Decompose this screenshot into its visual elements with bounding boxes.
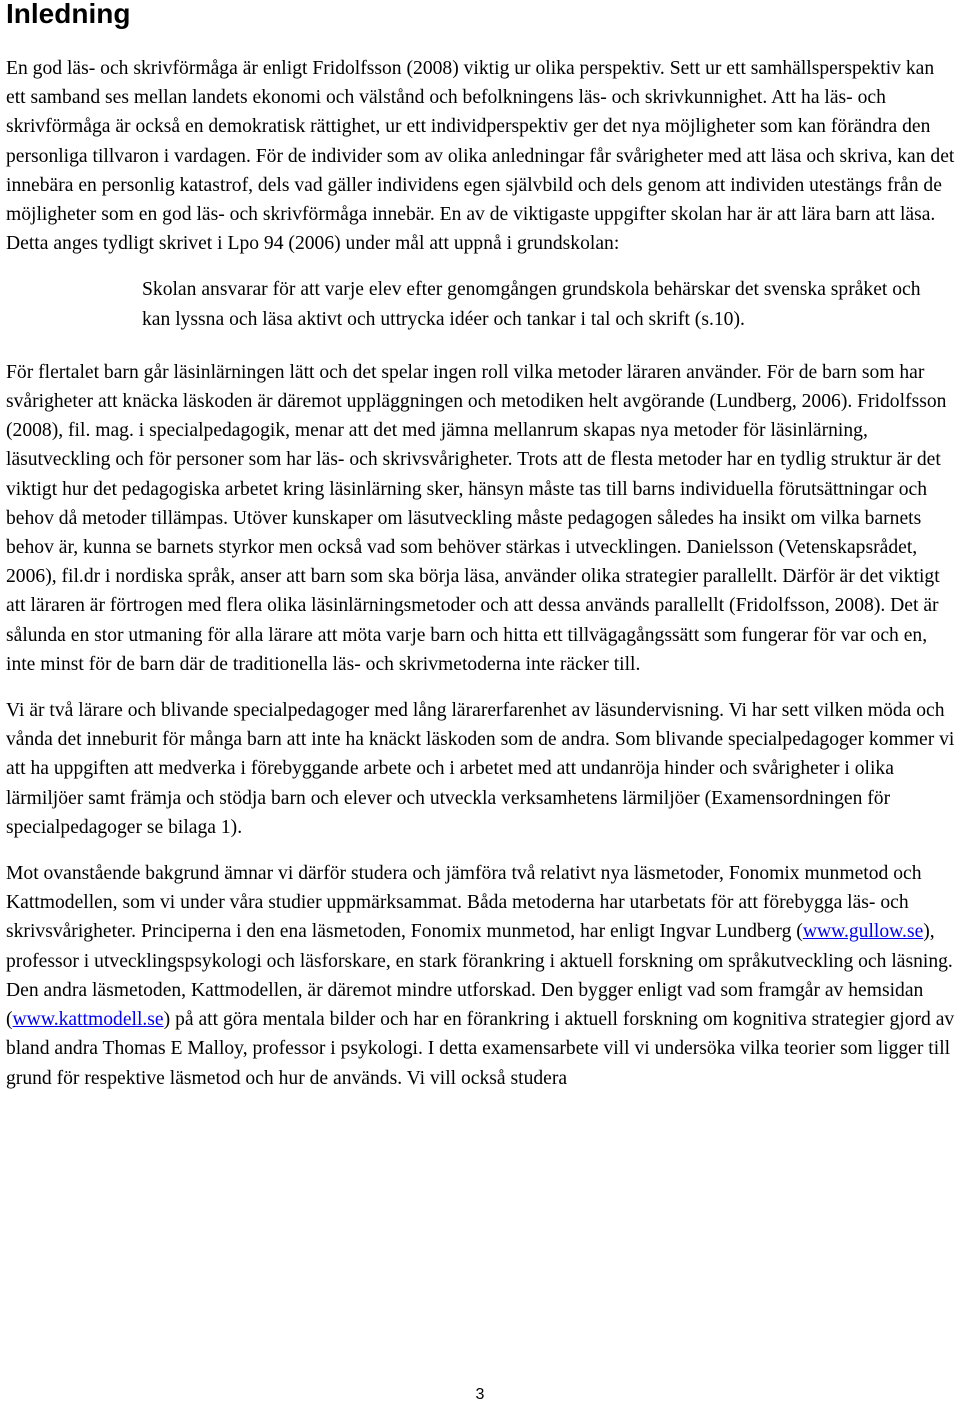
link-kattmodell[interactable]: www.kattmodell.se [12, 1009, 164, 1031]
paragraph-3: Vi är två lärare och blivande specialpedagoger med lång lärarerfarenhet av läsundervisning. Vi har sett vilken möda och vånda det inneburit för många barn att inte ha knäckt läskoden som de andra. Som blivande specialpedagoger kommer vi att ha uppgiften att medverka i förebyggande arbete och i arbetet med att undanröja hinder och svårigheter i olika lärmiljöer samt främja och stödja barn och elever och utveckla verksamhetens lärmiljöer (Examensordningen för specialpedagoger se bilaga 1). [6, 700, 955, 838]
paragraph-4-text-b: ), professor i utvecklingspsykologi och läsforskare, en stark förankring i aktuell forskning om språkutveckling och läsning. Den andra läsmetoden, Kattmodellen, är däremot mindre utforskad. Den bygger enligt vad som framgår av hemsidan ( [6, 921, 953, 1031]
paragraph-4-text-a: Mot ovanstående bakgrund ämnar vi därför studera och jämföra två relativt nya läsmetoder, Fonomix munmetod och Kattmodellen, som vi under våra studier uppmärksammat. Båda metoderna har utarbetats för att förebygga läs- och skrivsvårigheter. Principerna i den ena läsmetoden, Fonomix munmetod, har enligt Ingvar Lundberg ( [6, 863, 922, 943]
section-heading: Inledning [6, 0, 131, 29]
paragraph-1: En god läs- och skrivförmåga är enligt Fridolfsson (2008) viktig ur olika perspektiv. Sett ur ett samhällsperspektiv kan ett samband ses mellan landets ekonomi och välstånd och befolkningens läs- och skrivkunnighet. Att ha läs- och skrivförmåga är också en demokratisk rättighet, ur ett individperspektiv ger det nya möjligheter som kan förändra den personliga tillvaron i vardagen. För de individer som av olika anledningar får svårigheter med att läsa och skriva, kan det innebära en personlig katastrof, dels vad gäller individens egen självbild och dels genom att individen utestängs från de möjligheter som en god läs- och skrivförmåga innebär. En av de viktigaste uppgifter skolan har är att lära barn att läsa. Detta anges tydligt skrivet i Lpo 94 (2006) under mål att uppnå i grundskolan: [6, 58, 955, 255]
paragraph-2: För flertalet barn går läsinlärningen lätt och det spelar ingen roll vilka metoder läraren använder. För de barn som har svårigheter att knäcka läskoden är däremot uppläggningen och metodiken helt avgörande (Lundberg, 2006). Fridolfsson (2008), fil. mag. i specialpedagogik, menar att det med jämna mellanrum skapas nya metoder för läsinlärning, läsutveckling och för personer som har läs- och skrivsvårigheter. Trots att de flesta metoder har en tydlig struktur är det viktigt hur det pedagogiska arbetet kring läsinlärning sker, hänsyn måste tas till barns individuella förutsättningar och behov då metoder tillämpas. Utöver kunskaper om läsutveckling måste pedagogen således ha insikt om vilka barnets behov är, kunna se barnets styrkor men också vad som behöver stärkas i utvecklingen. Danielsson (Vetenskapsrådet, 2006), fil.dr i nordiska språk, anser att barn som ska börja läsa, använder olika strategier parallellt. Därför är det viktigt att läraren är förtrogen med flera olika läsinlärningsmetoder och att dessa används parallellt (Fridolfsson, 2008). Det är sålunda en stor utmaning för alla lärare att möta varje barn och hitta ett tillvägagångssätt som fungerar för var och en, inte minst för de barn där de traditionella läs- och skrivmetoderna inte räcker till. [6, 361, 947, 675]
paragraph-4 [6, 859, 956, 1093]
link-gullow[interactable]: www.gullow.se [802, 921, 924, 943]
paragraph-4-text-c: ) på att göra mentala bilder och har en förankring i aktuell forskning om kognitiva strategier gjord av bland andra Thomas E Malloy, professor i psykologi. I detta examensarbete vill vi undersöka vilka teorier som ligger till grund för respektive läsmetod och hur de används. Vi vill också studera [6, 1009, 955, 1089]
document-body [6, 54, 956, 1110]
block-quote: Skolan ansvarar för att varje elev efter genomgången grundskola behärskar det svenska språket och kan lyssna och läsa aktivt och uttrycka idéer och tankar i tal och skrift (s.10). [142, 279, 921, 330]
page-number: 3 [475, 1386, 485, 1403]
